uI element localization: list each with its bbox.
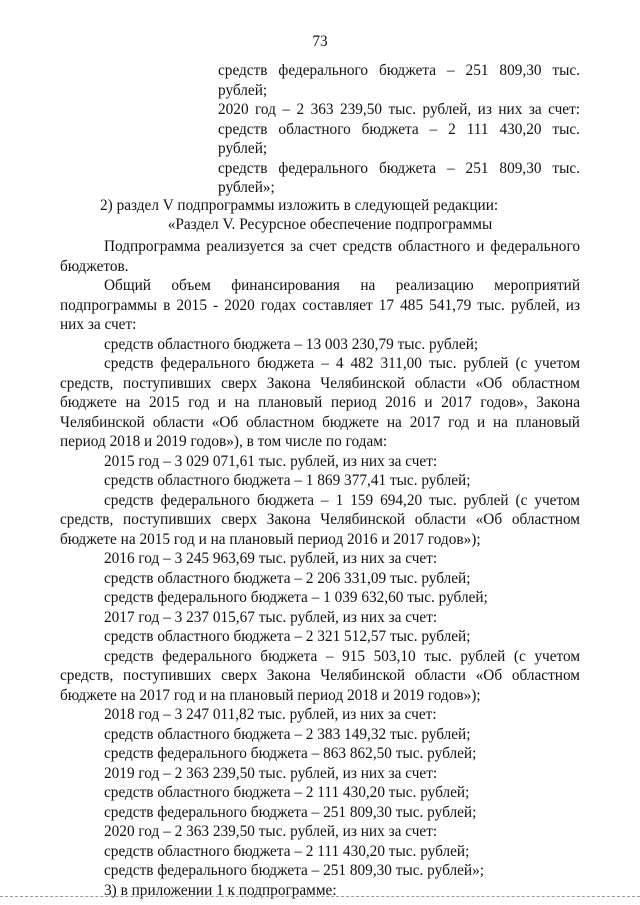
- text-line: них за счет:: [60, 316, 137, 333]
- section-body: [60, 237, 580, 900]
- text-line: подпрограммы в 2015 - 2020 годах составляет 17 485 541,79 тыс. рублей, из: [60, 296, 580, 314]
- continuation-block: [100, 61, 580, 198]
- text-line: бюджете на 2017 год и на плановый период 2018 и 2019 годов»);: [60, 686, 481, 704]
- text-line: средств федерального бюджета – 251 809,30 тыс.: [218, 62, 580, 79]
- text-line: средств федерального бюджета – 4 482 311,00 тыс. рублей (с учетом: [104, 355, 580, 372]
- text-line: Общий объем финансирования на реализацию мероприятий: [104, 277, 580, 294]
- text-line: 2) раздел V подпрограммы изложить в следующей редакции:: [100, 197, 499, 214]
- text-line: 2020 год – 2 363 239,50 тыс. рублей, из них за счет:: [104, 823, 438, 840]
- page-edge-divider: [0, 896, 640, 897]
- text-line: рублей;: [218, 81, 268, 99]
- text-line: рублей»;: [218, 179, 275, 196]
- text-line: средств федерального бюджета – 251 809,30 тыс. рублей»;: [104, 862, 484, 879]
- text-line: 2016 год – 3 245 963,69 тыс. рублей, из них за счет:: [104, 550, 438, 567]
- text-line: Подпрограмма реализуется за счет средств областного и федерального: [104, 238, 580, 255]
- text-line: средств областного бюджета – 2 206 331,09 тыс. рублей;: [104, 569, 471, 587]
- text-line: средств областного бюджета – 2 383 149,32 тыс. рублей;: [104, 725, 471, 743]
- text-line: средств федерального бюджета – 915 503,10 тыс. рублей (с учетом: [104, 647, 580, 665]
- text-line: средств федерального бюджета – 251 809,30 тыс. рублей;: [104, 803, 477, 821]
- text-line: 2017 год – 3 237 015,67 тыс. рублей, из них за счет:: [104, 608, 438, 626]
- text-line: 2020 год – 2 363 239,50 тыс. рублей, из них за счет:: [218, 101, 580, 118]
- text-line: период 2018 и 2019 годов»), в том числе по годам:: [60, 433, 388, 450]
- text-line: средств федерального бюджета – 251 809,30 тыс.: [218, 159, 580, 177]
- text-line: средств областного бюджета – 1 869 377,41 тыс. рублей;: [104, 472, 471, 489]
- text-line: 2015 год – 3 029 071,61 тыс. рублей, из них за счет:: [104, 452, 438, 470]
- section-title: «Раздел V. Ресурсное обеспечение подпрограммы: [167, 216, 493, 233]
- text-line: средств, поступивших сверх Закона Челябинской области «Об областном: [60, 667, 580, 684]
- text-line: средств областного бюджета – 2 111 430,20 тыс.: [218, 120, 580, 138]
- text-line: средств федерального бюджета – 863 862,50 тыс. рублей;: [104, 745, 477, 762]
- text-line: бюджете на 2015 год и на плановый период 2016 и 2017 годов»);: [60, 530, 481, 548]
- text-line: рублей;: [218, 140, 268, 157]
- text-line: 2018 год – 3 247 011,82 тыс. рублей, из них за счет:: [104, 706, 437, 723]
- text-line: средств областного бюджета – 2 321 512,57 тыс. рублей;: [104, 628, 471, 645]
- page-number: 73: [312, 33, 328, 50]
- text-line: бюджетов.: [60, 257, 129, 275]
- text-line: средств областного бюджета – 2 111 430,20 тыс. рублей;: [104, 784, 470, 801]
- text-line: средств, поступивших сверх Закона Челябинской области «Об областном: [60, 374, 580, 392]
- text-line: бюджете на 2015 год и на плановый период 2016 и 2017 годов», Закона: [60, 394, 580, 411]
- section-title-wrap: [60, 205, 600, 235]
- text-line: средств, поступивших сверх Закона Челябинской области «Об областном: [60, 511, 580, 528]
- text-line: 3) в приложении 1 к подпрограмме:: [104, 881, 337, 899]
- text-line: 2019 год – 2 363 239,50 тыс. рублей, из них за счет:: [104, 764, 438, 782]
- text-line: средств областного бюджета – 2 111 430,20 тыс. рублей;: [104, 842, 470, 860]
- text-line: средств федерального бюджета – 1 039 632,60 тыс. рублей;: [104, 589, 488, 606]
- text-line: средств федерального бюджета – 1 159 694,20 тыс. рублей (с учетом: [104, 491, 580, 509]
- text-line: Челябинской области «Об областном бюджете на 2017 год и на плановый: [60, 413, 580, 431]
- text-line: средств областного бюджета – 13 003 230,79 тыс. рублей;: [104, 335, 479, 353]
